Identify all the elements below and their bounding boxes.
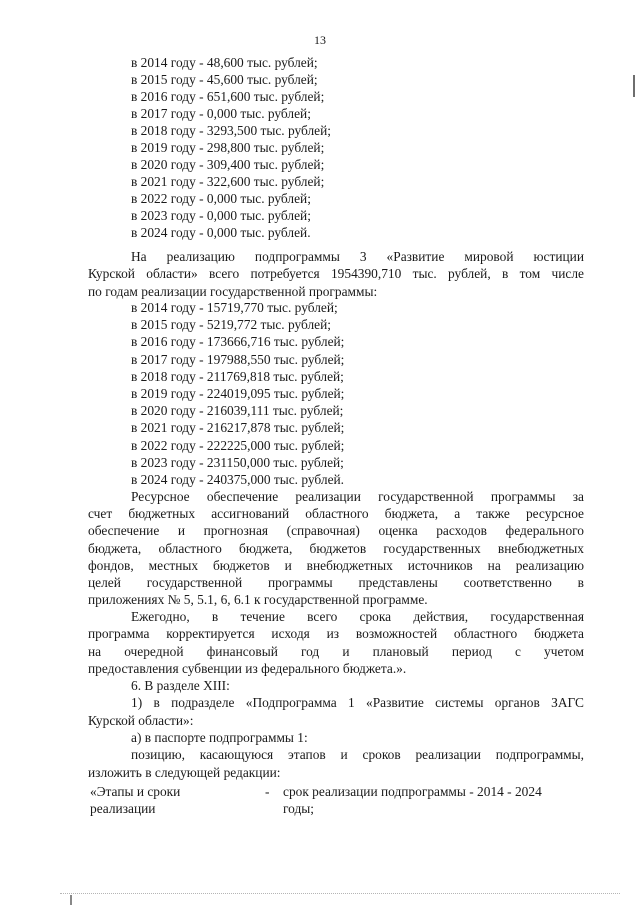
list-item: в 2015 году - 5219,772 тыс. рублей; bbox=[131, 317, 332, 333]
text-line: Курской области» всего потребуется 1954390,710 тыс. рублей, в том числе bbox=[88, 266, 584, 282]
text-line: счет бюджетных ассигнований областного бюджета, а также ресурсное bbox=[88, 506, 584, 522]
text-line: по годам реализации государственной программы: bbox=[88, 283, 378, 299]
text-line: предоставления субвенции из федерального бюджета.». bbox=[88, 660, 407, 676]
list-item: в 2022 году - 222225,000 тыс. рублей; bbox=[131, 437, 345, 453]
list-item: в 2016 году - 651,600 тыс. рублей; bbox=[131, 89, 325, 104]
table-label-line: реализации bbox=[90, 801, 156, 816]
text-line: На реализацию подпрограммы 3 «Развитие мировой юстиции bbox=[131, 249, 584, 264]
item-6-heading: 6. В разделе XIII: bbox=[131, 678, 230, 693]
list-item: в 2014 году - 15719,770 тыс. рублей; bbox=[131, 300, 338, 315]
list-item: в 2022 году - 0,000 тыс. рублей; bbox=[131, 191, 311, 206]
text-line: позицию, касающуюся этапов и сроков реализации подпрограммы, bbox=[131, 747, 584, 762]
list-item: в 2017 году - 0,000 тыс. рублей; bbox=[131, 106, 311, 121]
text-line: Курской области»: bbox=[88, 712, 194, 728]
text-line: фондов, местных бюджетов и внебюджетных источников на реализацию bbox=[88, 557, 584, 573]
list-item: в 2023 году - 0,000 тыс. рублей; bbox=[131, 208, 311, 223]
text-line: на очередной финансовый год и плановый период с учетом bbox=[88, 643, 584, 659]
table-value-line: срок реализации подпрограммы - 2014 - 2024 bbox=[283, 784, 542, 799]
list-item: в 2024 году - 240375,000 тыс. рублей. bbox=[131, 472, 345, 487]
text-line: 1) в подразделе «Подпрограмма 1 «Развитие системы органов ЗАГС bbox=[131, 695, 584, 710]
item-a-passport: а) в паспорте подпрограммы 1: bbox=[131, 730, 308, 745]
text-line: программа корректируется исходя из возможностей областного бюджета bbox=[88, 626, 584, 642]
scan-artifact bbox=[70, 895, 72, 905]
text-line: изложить в следующей редакции: bbox=[88, 764, 281, 780]
list-item: в 2020 году - 216039,111 тыс. рублей; bbox=[131, 403, 344, 419]
list-item: в 2014 году - 48,600 тыс. рублей; bbox=[131, 55, 318, 70]
list-item: в 2023 году - 231150,000 тыс. рублей; bbox=[131, 454, 344, 470]
text-line: целей государственной программы представлены соответственно в bbox=[88, 575, 584, 590]
list-item: в 2016 году - 173666,716 тыс. рублей; bbox=[131, 334, 345, 350]
list-item: в 2021 году - 216217,878 тыс. рублей; bbox=[131, 420, 345, 436]
list-item: в 2020 году - 309,400 тыс. рублей; bbox=[131, 157, 325, 172]
text-line: обеспечение и прогнозная (справочная) оценка расходов федерального bbox=[88, 523, 584, 539]
scan-artifact bbox=[633, 75, 635, 97]
list-item: в 2024 году - 0,000 тыс. рублей. bbox=[131, 225, 311, 240]
table-value-line: годы; bbox=[283, 801, 314, 816]
scan-artifact bbox=[60, 893, 620, 894]
list-item: в 2021 году - 322,600 тыс. рублей; bbox=[131, 174, 325, 189]
text-line: бюджета, областного бюджета, бюджетов государственных внебюджетных bbox=[88, 540, 584, 556]
list-item: в 2018 году - 3293,500 тыс. рублей; bbox=[131, 123, 332, 138]
text-line: Ежегодно, в течение всего срока действия, государственная bbox=[131, 609, 584, 624]
list-item: в 2019 году - 224019,095 тыс. рублей; bbox=[131, 386, 345, 401]
text-line: приложениях № 5, 5.1, 6, 6.1 к государственной программе. bbox=[88, 592, 428, 608]
list-item: в 2015 году - 45,600 тыс. рублей; bbox=[131, 72, 318, 87]
table-label-line: «Этапы и сроки bbox=[90, 784, 181, 799]
list-item: в 2017 году - 197988,550 тыс. рублей; bbox=[131, 351, 345, 367]
page-number: 13 bbox=[314, 33, 326, 47]
list-item: в 2019 году - 298,800 тыс. рублей; bbox=[131, 140, 325, 155]
text-line: Ресурсное обеспечение реализации государственной программы за bbox=[131, 489, 584, 504]
table-dash: - bbox=[265, 784, 270, 799]
list-item: в 2018 году - 211769,818 тыс. рублей; bbox=[131, 368, 344, 384]
